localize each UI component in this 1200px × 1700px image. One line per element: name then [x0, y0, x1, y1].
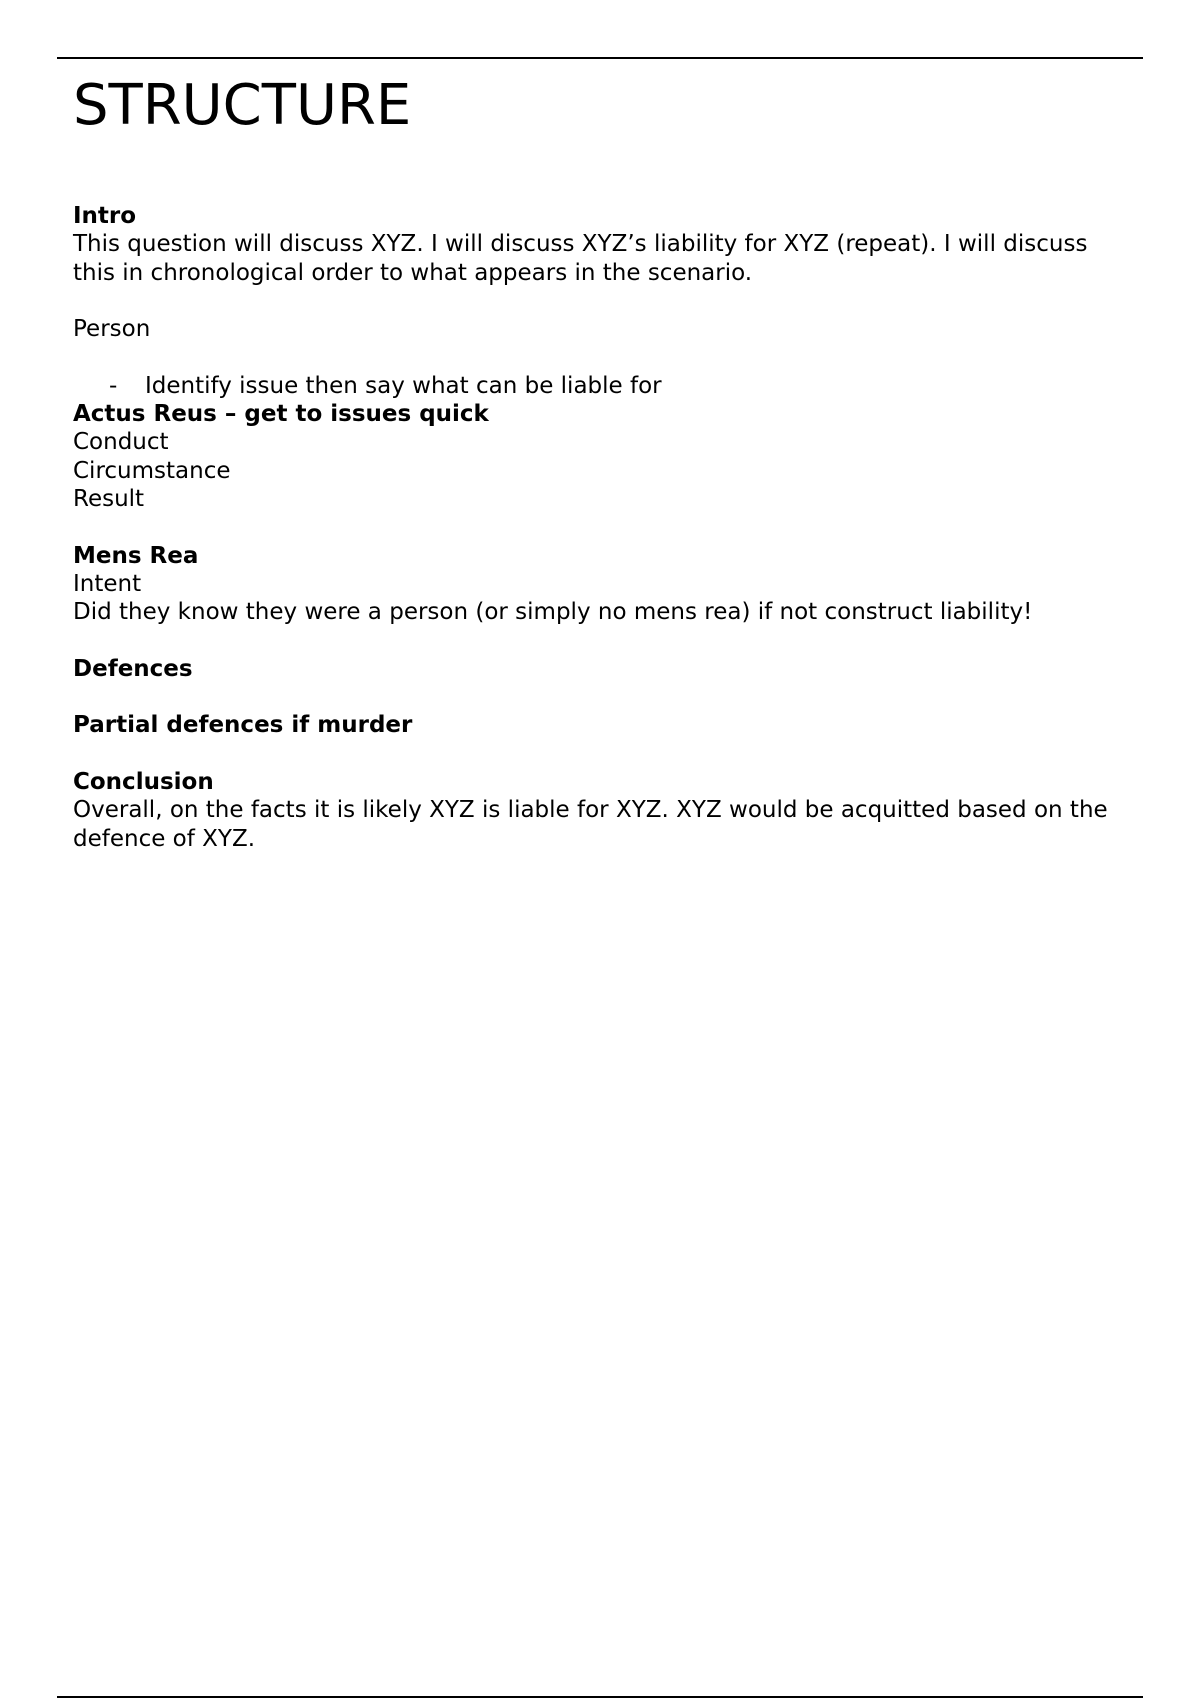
- document-title: STRUCTURE: [73, 73, 412, 138]
- header-rule: [57, 57, 1143, 59]
- conclusion-text: Overall, on the facts it is likely XYZ is liable for XYZ. XYZ would be acquitted based on the defence of XYZ.: [73, 797, 1108, 852]
- person-label: Person: [73, 316, 151, 343]
- partial-defences-heading: Partial defences if murder: [73, 712, 413, 739]
- mens-rea-item: Intent: [73, 570, 142, 597]
- conclusion-heading: Conclusion: [73, 768, 214, 795]
- list-item: [73, 372, 1133, 400]
- actus-reus-heading: Actus Reus – get to issues quick: [73, 401, 489, 428]
- bullet-marker: -: [109, 372, 118, 399]
- mens-rea-heading: Mens Rea: [73, 542, 199, 569]
- bullet-text: Identify issue then say what can be liable for: [145, 372, 662, 399]
- intro-text: This question will discuss XYZ. I will discuss XYZ’s liability for XYZ (repeat). I will discuss this in chronological order to what appears in the scenario.: [73, 231, 1088, 286]
- actus-reus-item: Circumstance: [73, 457, 231, 484]
- document-body: [73, 70, 1133, 853]
- defences-heading: Defences: [73, 655, 193, 682]
- actus-reus-item: Conduct: [73, 429, 169, 456]
- intro-heading: Intro: [73, 203, 137, 229]
- actus-reus-item: Result: [73, 485, 145, 512]
- mens-rea-item: Did they know they were a person (or simply no mens rea) if not construct liability!: [73, 599, 1033, 626]
- footer-rule: [57, 1696, 1143, 1698]
